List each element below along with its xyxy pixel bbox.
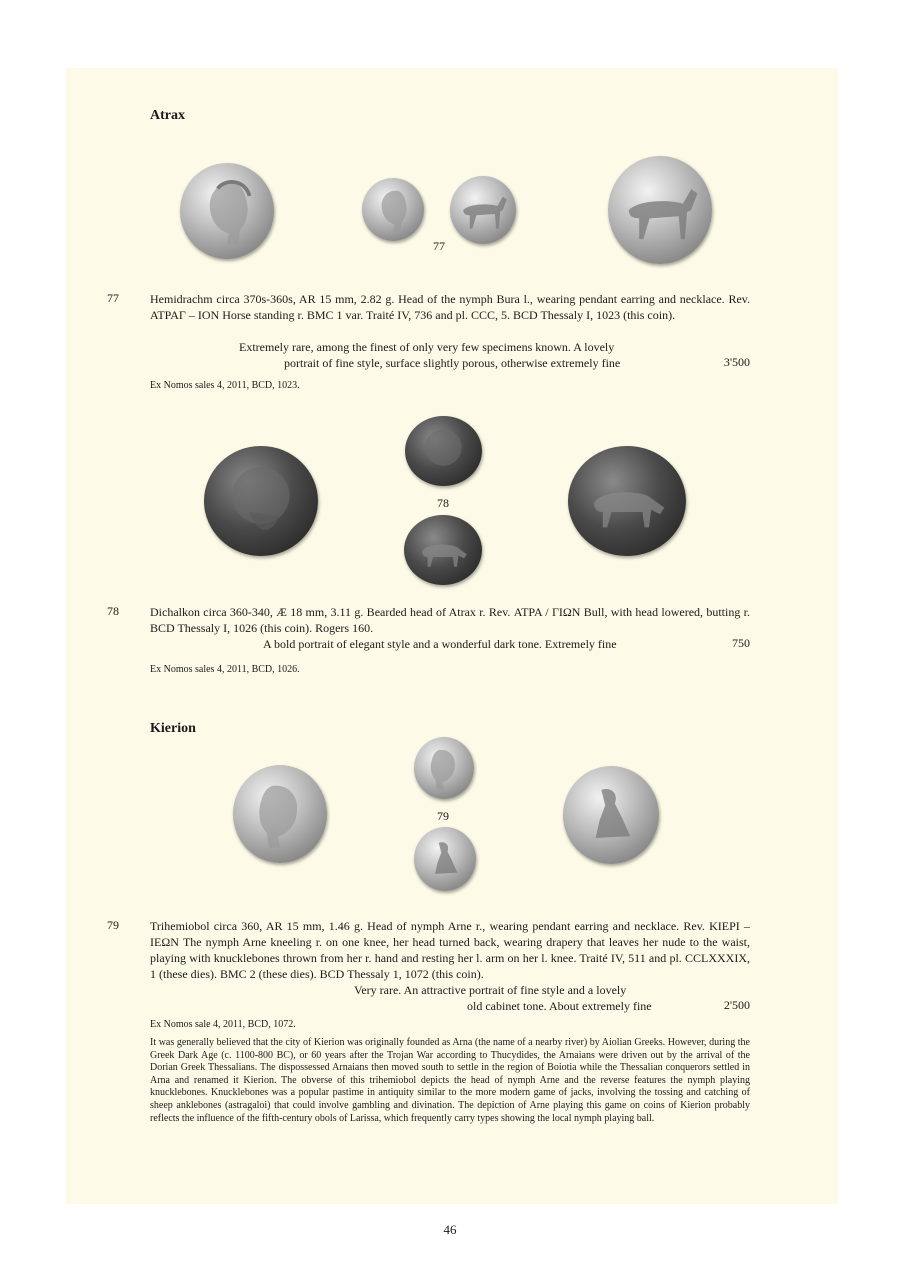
section-title-atrax: Atrax <box>150 108 185 123</box>
bearded-head-coin-icon <box>204 446 318 556</box>
lot-verdict: old cabinet tone. About extremely fine <box>467 999 652 1013</box>
lot-description: Dichalkon circa 360-340, Æ 18 mm, 3.11 g. Bearded head of Atrax r. Rev. ΑΤΡΑ / ΓΙΩΝ Bull, with head lowered, butting r. BCD Thessaly I, 1026 (this coin). Rogers 160. <box>150 605 750 635</box>
image-lot-number: 77 <box>433 239 445 253</box>
lot-note: It was generally believed that the city of Kierion was originally founded as Arna (the name of a nearby river) by Aiolian Greeks. However, during the Greek Dark Age (c. 1100-800 BC), or 60 years after the Trojan War according to Thucydides, the Arnaians were driven out by the arrival of the Dorian Greek Thessalians. The dispossessed Arnaians then moved south to settle in the region of Boiotia while the Thessalian conquerors settled in Arna and renamed it Kierion. The obverse of this trihemiobol depicts the head of nymph Arne and the reverse features the nymph playing knucklebones. Knucklebones was a popular pastime in antiquity similar to the more modern game of jacks, involving the tossing and catching of sheep anklebones (astragaloi) that could involve gambling and divination. The depiction of Arne playing this game on coins of Kierion probably reflects the influence of the fifth-century obols of Larissa, which frequently carry types showing the local nymph playing ball. <box>150 1037 750 1124</box>
lot-number: 79 <box>107 918 119 932</box>
image-lot-number: 79 <box>437 809 449 823</box>
nymph-head-coin-icon <box>233 765 327 863</box>
lot-verdict: A bold portrait of elegant style and a wonderful dark tone. Extremely fine <box>263 637 617 651</box>
lot-price: 3'500 <box>723 355 750 369</box>
lot-number: 77 <box>107 291 119 305</box>
lot-provenance: Ex Nomos sale 4, 2011, BCD, 1072. <box>150 1019 296 1030</box>
image-lot-number: 78 <box>437 496 449 510</box>
page-number: 46 <box>443 1222 457 1237</box>
lot-provenance: Ex Nomos sales 4, 2011, BCD, 1026. <box>150 664 300 675</box>
lot-price: 750 <box>732 636 750 650</box>
bull-coin-icon <box>404 515 482 585</box>
lot-verdict: portrait of fine style, surface slightly porous, otherwise extremely fine <box>284 356 621 370</box>
lot-description: Hemidrachm circa 370s-360s, AR 15 mm, 2.82 g. Head of the nymph Bura l., wearing pendant earring and necklace. Rev. ΑΤΡΑΓ – ΙΟΝ Horse standing r. BMC 1 var. Traité IV, 736 and pl. CCC, 5. BCD Thessaly I, 1023 (this coin). <box>150 292 750 322</box>
kneeling-nymph-coin-icon <box>563 766 659 864</box>
lot-price: 2'500 <box>723 998 750 1012</box>
lot-number: 78 <box>107 604 119 618</box>
kneeling-nymph-coin-icon <box>414 827 476 891</box>
horse-coin-icon <box>450 176 516 244</box>
horse-coin-icon <box>608 156 712 264</box>
lot-description: Trihemiobol circa 360, AR 15 mm, 1.46 g. Head of nymph Arne r., wearing pendant earring and necklace. Rev. ΚΙΕΡΙ – ΙΕΩΝ The nymph Arne kneeling r. on one knee, her head turned back, wearing drapery that leaves her nude to the waist, playing with knucklebones thrown from her r. hand and resting her l. arm on her l. knee. Traité IV, 511 and pl. CCLXXXIX, 1 (these dies). BMC 2 (these dies). BCD Thessaly 1, 1072 (this coin). <box>150 919 750 981</box>
lot-verdict: Extremely rare, among the finest of only very few specimens known. A lovely <box>239 340 615 354</box>
lot-provenance: Ex Nomos sales 4, 2011, BCD, 1023. <box>150 380 300 391</box>
nymph-head-coin-icon <box>414 737 474 799</box>
lot-verdict: Very rare. An attractive portrait of fine style and a lovely <box>354 983 627 997</box>
nymph-head-coin-icon <box>362 178 424 241</box>
bearded-head-coin-icon <box>405 416 482 486</box>
nymph-head-coin-icon <box>180 163 274 259</box>
section-title-kierion: Kierion <box>150 721 196 736</box>
bull-coin-icon <box>568 446 686 556</box>
